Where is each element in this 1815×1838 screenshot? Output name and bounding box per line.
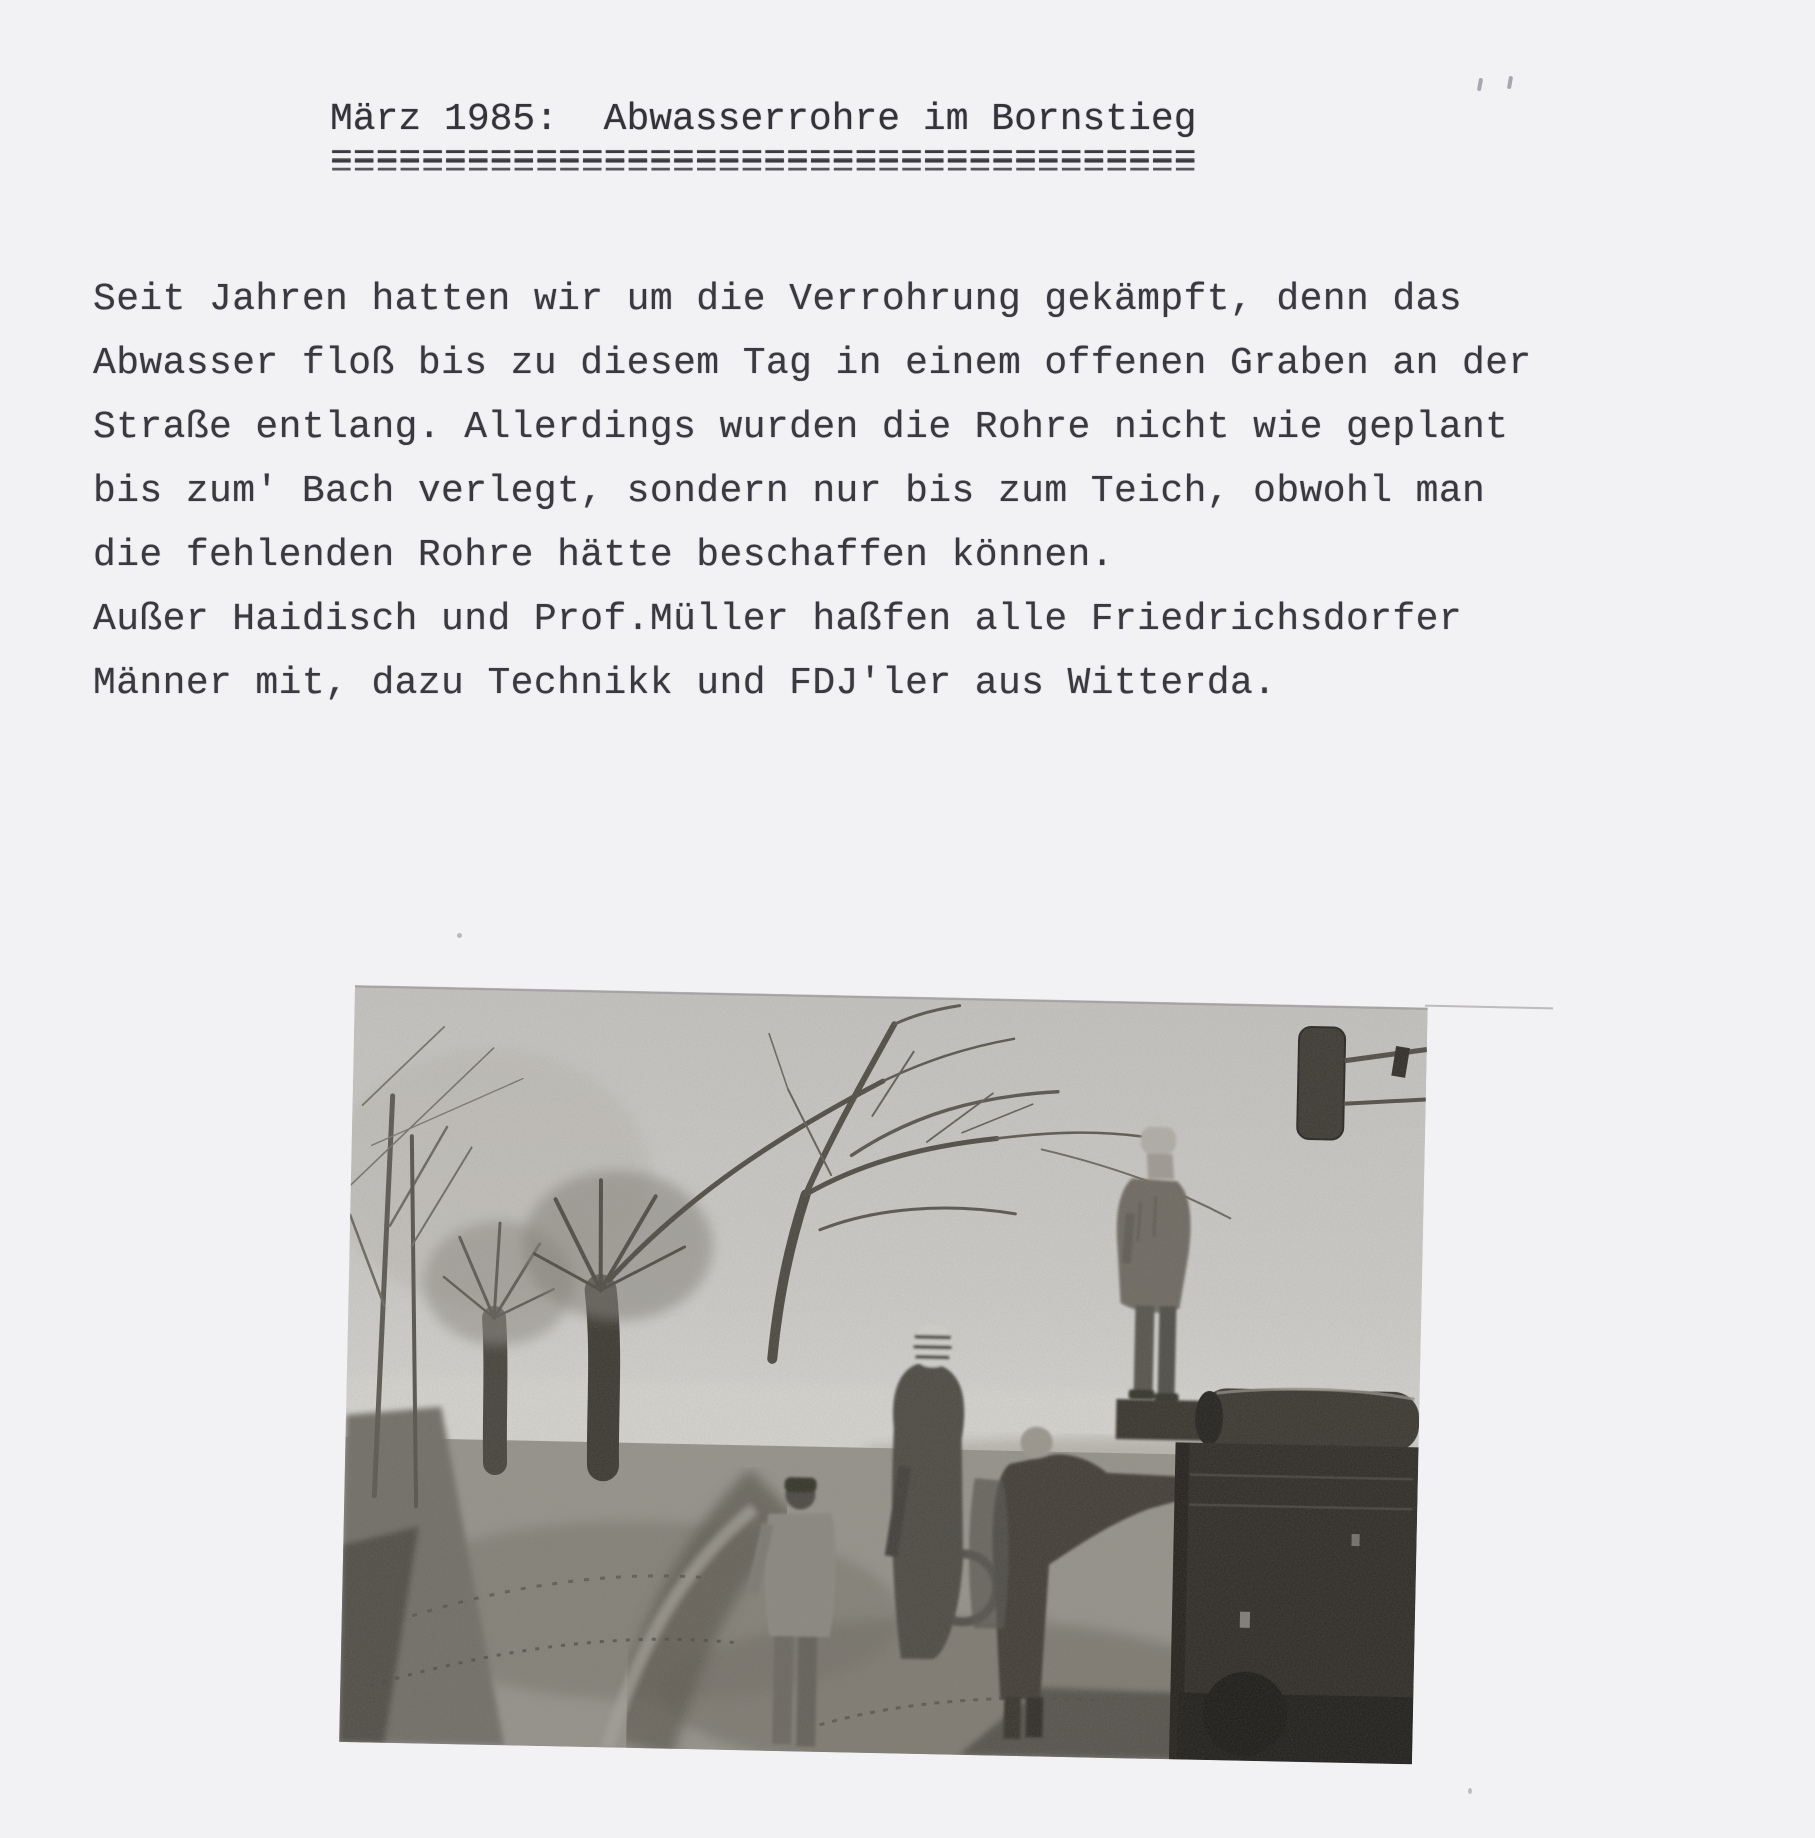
title-underline: ====================================== xyxy=(330,138,1197,181)
paragraph-line: Straße entlang. Allerdings wurden die Rohre nicht wie geplant xyxy=(93,406,1509,449)
scan-speck xyxy=(1468,1788,1472,1794)
photo-grain-overlay xyxy=(339,985,1428,1764)
scan-speck xyxy=(457,933,462,938)
scan-line-artifact xyxy=(1425,1005,1553,1010)
paragraph-line: Abwasser floß bis zu diesem Tag in einem offenen Graben an der xyxy=(93,342,1532,385)
paragraph-line: Seit Jahren hatten wir um die Verrohrung gekämpft, denn das xyxy=(93,278,1463,321)
paragraph xyxy=(93,268,1532,716)
page-title: März 1985: Abwasserrohre im Bornstieg xyxy=(330,98,1197,141)
stray-mark xyxy=(1507,76,1513,89)
stray-mark xyxy=(1477,78,1483,91)
paragraph-line: bis zum' Bach verlegt, sondern nur bis zum Teich, obwohl man xyxy=(93,470,1486,513)
photo-scene xyxy=(339,985,1428,1764)
photograph xyxy=(339,985,1428,1764)
paragraph-line: Außer Haidisch und Prof.Müller haßfen alle Friedrichsdorfer xyxy=(93,598,1463,641)
paragraph-line: die fehlenden Rohre hätte beschaffen können. xyxy=(93,534,1114,577)
paragraph-line: Männer mit, dazu Technikk und FDJ'ler aus Witterda. xyxy=(93,662,1277,705)
